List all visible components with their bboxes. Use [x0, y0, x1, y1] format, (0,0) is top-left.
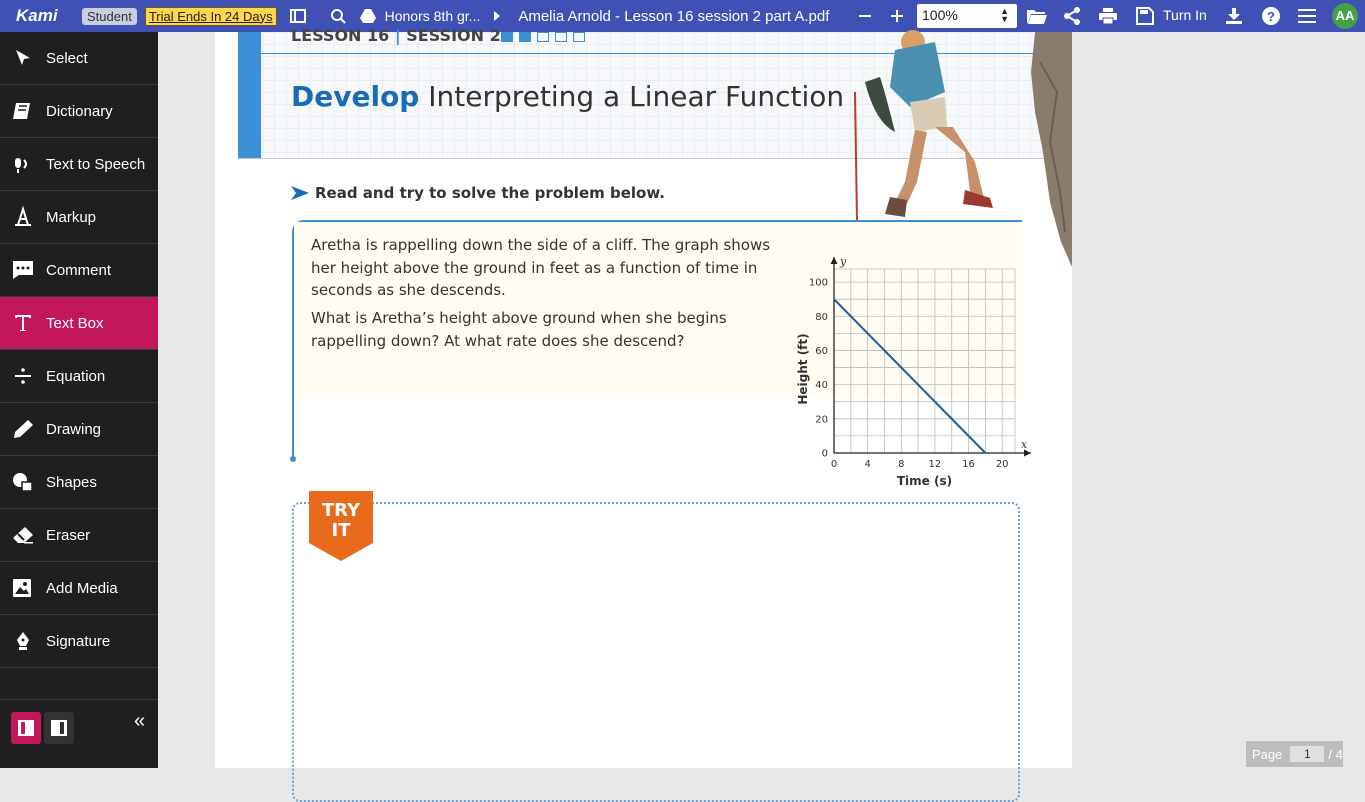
cursor-icon [0, 49, 46, 67]
x-axis-letter: x [1021, 438, 1028, 451]
sidebar-tool-label: Select [46, 49, 88, 67]
y-axis-letter: y [840, 255, 847, 268]
y-tick-label: 20 [815, 414, 828, 426]
lesson-label [291, 26, 501, 45]
sidebar-tool-signature[interactable] [0, 615, 158, 668]
drive-icon [357, 5, 379, 27]
lesson-number: LESSON 16 [291, 26, 390, 45]
page-navigator [1246, 741, 1343, 767]
save-icon[interactable] [1134, 5, 1156, 27]
page-number-input[interactable]: 1 [1290, 746, 1324, 762]
progress-square-empty [555, 32, 567, 42]
x-tick-label: 0 [830, 459, 838, 470]
try-it-label [309, 501, 373, 541]
help-icon[interactable] [1260, 5, 1282, 27]
breadcrumb-folder[interactable]: Honors 8th gr... [384, 8, 481, 24]
x-tick-label: 20 [995, 459, 1009, 470]
question-text [311, 307, 727, 352]
microphone-icon [0, 154, 46, 174]
avatar[interactable]: AA [1332, 3, 1358, 29]
question-line: rappelling down? At what rate does she descend? [311, 331, 685, 350]
sidebar-tool-comment[interactable] [0, 244, 158, 297]
zoom-out-icon[interactable] [854, 5, 876, 27]
sidebar-tool-text-to-speech[interactable] [0, 138, 158, 191]
divide-icon [0, 368, 46, 384]
eraser-icon [0, 526, 46, 544]
zoom-value: 100% [922, 7, 958, 23]
x-tick-label: 4 [864, 459, 871, 470]
menu-icon[interactable] [1296, 5, 1318, 27]
sidebar-tool-shapes[interactable] [0, 456, 158, 509]
text-t-icon [0, 314, 46, 332]
y-tick-label: 80 [815, 311, 828, 323]
progress-square-empty [573, 32, 585, 42]
sidebar-tool-text-box[interactable] [0, 297, 158, 350]
sidebar-tool-drawing[interactable] [0, 403, 158, 456]
turn-in-button[interactable]: Turn In [1163, 7, 1207, 23]
climber-illustration [835, 32, 1072, 232]
download-icon[interactable] [1223, 5, 1245, 27]
role-badge: Student [82, 8, 137, 25]
top-toolbar [0, 0, 1365, 32]
sidebar-tool-markup[interactable] [0, 191, 158, 244]
sidebar-tool-label: Dictionary [46, 102, 113, 120]
sidebar-tool-label: Equation [46, 367, 106, 385]
question-line: What is Aretha’s height above ground when she begins [311, 309, 727, 327]
select-arrows-icon: ▲ ▼ [1000, 6, 1009, 24]
sidebar-tool-equation[interactable] [0, 350, 158, 403]
svg-text:?: ? [1267, 9, 1275, 24]
file-name: Amelia Arnold - Lesson 16 session 2 part A.pdf [518, 7, 830, 25]
sidebar-tool-label: Signature [46, 632, 111, 650]
sidebar-tool-select[interactable] [0, 32, 158, 85]
chevron-right-icon [486, 5, 508, 27]
progress-square-filled [501, 32, 513, 42]
try-it-box [292, 502, 1020, 802]
highlighter-icon [0, 207, 46, 227]
heading-rest: Interpreting a Linear Function [428, 80, 845, 113]
sidebar-tool-label: Add Media [46, 579, 118, 597]
sidebar-tool-add-media[interactable] [0, 562, 158, 615]
search-icon[interactable] [327, 5, 349, 27]
trial-link[interactable]: Trial Ends In 24 Days [145, 7, 277, 26]
print-icon[interactable] [1097, 5, 1119, 27]
y-axis-arrow [831, 257, 838, 264]
page-label: Page [1252, 746, 1283, 762]
folder-open-icon[interactable] [1026, 5, 1048, 27]
share-icon[interactable] [1061, 5, 1083, 27]
sidebar-tool-label: Shapes [46, 473, 97, 491]
x-tick-label: 8 [898, 459, 905, 470]
page-total: / 4 [1328, 746, 1343, 762]
sidebar-tool-label: Markup [46, 208, 97, 226]
try-it-badge [309, 491, 373, 561]
sidebar-tool-label: Comment [46, 261, 112, 279]
y-tick-label: 0 [821, 448, 828, 460]
sidebar-tool-dictionary[interactable] [0, 85, 158, 138]
series-line [834, 299, 985, 453]
book-icon [0, 102, 46, 120]
problem-text [311, 234, 770, 302]
session-progress [501, 32, 585, 42]
tool-sidebar [0, 32, 158, 768]
kami-logo: Kami [16, 6, 58, 25]
try-it-line-2: IT [331, 520, 351, 541]
sidebar-tool-label: Text to Speech [46, 155, 146, 173]
x-tick-label: 12 [928, 459, 942, 470]
sidebar-tool-label: Text Box [46, 314, 104, 332]
label-divider: | [394, 26, 401, 45]
arrow-bullet-icon [291, 186, 309, 205]
problem-line: Aretha is rappelling down the side of a cliff. The graph shows [311, 236, 771, 254]
pencil-icon [0, 419, 46, 439]
problem-line: seconds as she descends. [311, 281, 506, 299]
header-accent-bar [238, 32, 261, 159]
zoom-in-icon[interactable] [886, 5, 908, 27]
sidebar-toggle-icon[interactable] [287, 5, 309, 27]
layout-left-toggle[interactable] [11, 712, 41, 744]
shapes-icon [0, 472, 46, 492]
pen-nib-icon [0, 631, 46, 651]
session-number: SESSION 2 [406, 26, 501, 45]
sidebar-bottom-controls [0, 699, 158, 768]
x-tick-label: 16 [962, 459, 975, 470]
heading-bold: Develop [291, 80, 420, 113]
height-time-chart [775, 232, 1028, 488]
try-it-line-1: TRY [321, 500, 361, 521]
x-axis-title: Time (s) [896, 474, 953, 488]
y-tick-label: 60 [815, 345, 828, 357]
sidebar-tool-eraser[interactable] [0, 509, 158, 562]
y-axis-title: Height (ft) [796, 333, 810, 405]
progress-square-empty [537, 32, 549, 42]
pdf-page [215, 26, 1072, 768]
sidebar-tool-label: Drawing [46, 420, 102, 438]
grid-frame [834, 269, 1015, 453]
y-tick-label: 100 [808, 277, 828, 289]
sidebar-tool-label: Eraser [46, 526, 91, 544]
comment-icon [0, 260, 46, 280]
progress-square-filled [519, 32, 531, 42]
zoom-select[interactable] [917, 4, 1017, 28]
layout-right-toggle[interactable] [44, 712, 74, 744]
y-tick-label: 40 [815, 380, 828, 392]
page-heading [291, 80, 844, 113]
instruction-text: Read and try to solve the problem below. [315, 184, 665, 202]
problem-line: her height above the ground in feet as a function of time in [311, 258, 758, 277]
collapse-sidebar-icon[interactable]: « [134, 710, 146, 732]
image-icon [0, 578, 46, 598]
problem-box-end-dot [290, 456, 296, 462]
